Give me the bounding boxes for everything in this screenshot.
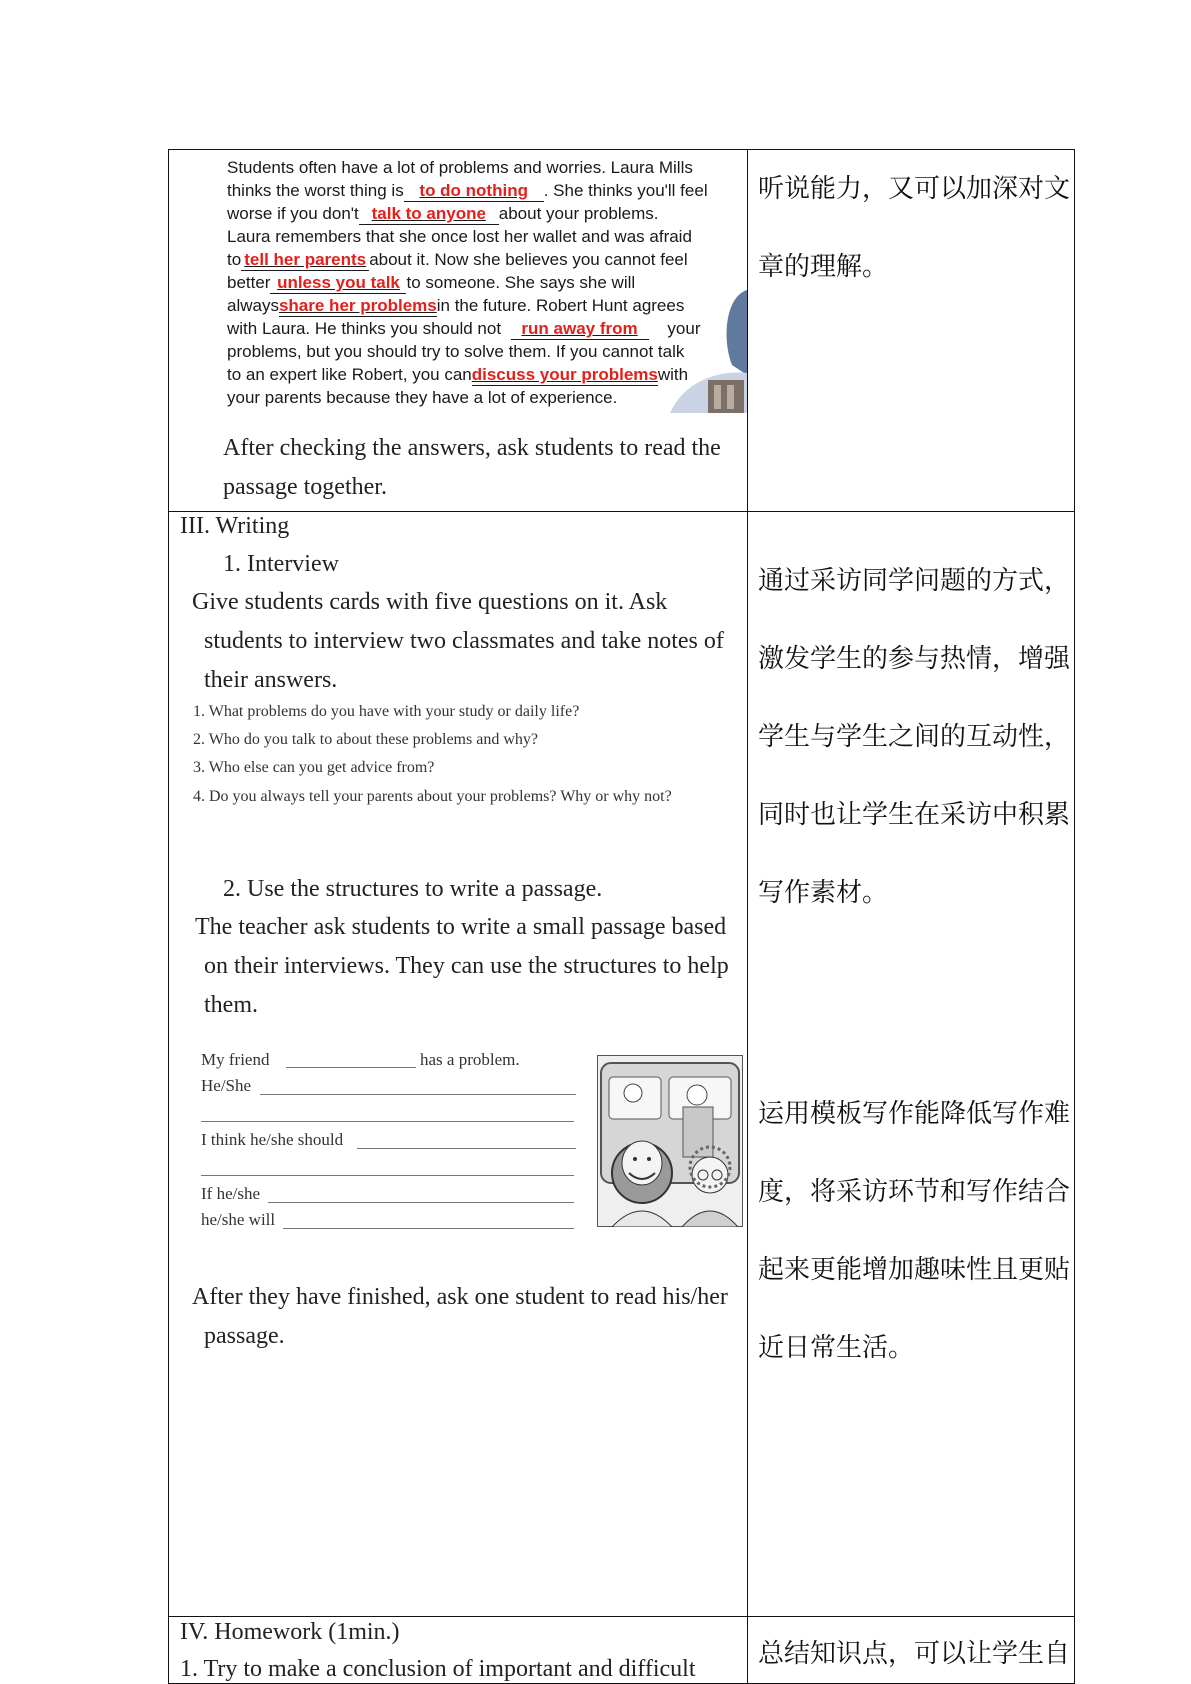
cloze-text: to an expert like Robert, you can bbox=[227, 365, 472, 384]
note-template-line: 运用模板写作能降低写作难 bbox=[758, 1099, 1071, 1129]
row-divider-2 bbox=[168, 1616, 1075, 1617]
cloze-line-2 bbox=[227, 181, 708, 202]
cloze-line-1: Students often have a lot of problems and worries. Laura Mills bbox=[227, 158, 693, 177]
cloze-line-11: your parents because they have a lot of experience. bbox=[227, 388, 618, 407]
cloze-line-10 bbox=[227, 365, 688, 386]
template-label: he/she will bbox=[201, 1210, 276, 1229]
note-interview-line: 同时也让学生在采访中积累 bbox=[758, 800, 1071, 830]
answer-2: talk to anyone bbox=[371, 204, 486, 223]
structures-text-l2: on their interviews. They can use the structures to help bbox=[204, 953, 729, 979]
note-interview-line: 学生与学生之间的互动性， bbox=[758, 722, 1071, 752]
table-border-right bbox=[1074, 149, 1075, 1684]
step-structures: 2. Use the structures to write a passage. bbox=[223, 876, 603, 902]
cloze-line-4: Laura remembers that she once lost her wallet and was afraid bbox=[227, 227, 692, 246]
interview-text-l3: their answers. bbox=[204, 667, 338, 693]
after-check-text-l1: After checking the answers, ask students to read the bbox=[223, 435, 721, 461]
note-template-line: 近日常生活。 bbox=[758, 1333, 915, 1363]
note-homework: 总结知识点，可以让学生自 bbox=[758, 1639, 1071, 1669]
answer-blank bbox=[404, 181, 544, 202]
template-blank bbox=[201, 1121, 574, 1122]
answer-1: to do nothing bbox=[419, 181, 528, 200]
question-item: 4. Do you always tell your parents about your problems? Why or why not? bbox=[193, 788, 672, 805]
template-label: has a problem. bbox=[420, 1050, 520, 1069]
answer-blank bbox=[241, 250, 369, 271]
template-blank bbox=[357, 1148, 576, 1149]
students-illustration bbox=[597, 1055, 743, 1227]
section-heading-writing: III. Writing bbox=[180, 513, 290, 539]
structures-text-l3: them. bbox=[204, 992, 258, 1018]
homework-item-1: 1. Try to make a conclusion of important and difficult bbox=[180, 1656, 696, 1682]
note-interview-line: 通过采访同学问题的方式， bbox=[758, 566, 1071, 596]
question-item: 1. What problems do you have with your study or daily life? bbox=[193, 703, 580, 720]
template-label: My friend bbox=[201, 1050, 270, 1069]
cloze-line-3 bbox=[227, 204, 658, 225]
note-interview-line: 激发学生的参与热情，增强 bbox=[758, 644, 1071, 674]
template-blank bbox=[283, 1228, 574, 1229]
note-row1-line-1: 听说能力，又可以加深对文 bbox=[758, 174, 1071, 204]
interview-text-l2: students to interview two classmates and take notes of bbox=[204, 628, 724, 654]
interview-text-l1: Give students cards with five questions on it. Ask bbox=[192, 589, 668, 615]
cloze-text: to someone. She says she will bbox=[406, 273, 636, 292]
cloze-text: about your problems. bbox=[498, 204, 659, 223]
structures-text-l1: The teacher ask students to write a small passage based bbox=[195, 914, 727, 940]
answer-blank bbox=[270, 273, 406, 294]
table-border-left bbox=[168, 149, 169, 1684]
template-label: I think he/she should bbox=[201, 1130, 344, 1149]
cloze-text: . She thinks you'll feel bbox=[543, 181, 708, 200]
note-row1-line-2: 章的理解。 bbox=[758, 252, 889, 282]
cloze-text: with Laura. He thinks you should not bbox=[227, 319, 502, 338]
table-border-top bbox=[168, 149, 1075, 150]
after-finish-text-l1: After they have finished, ask one student to read his/her bbox=[192, 1284, 728, 1310]
cloze-text: better bbox=[227, 273, 271, 292]
cloze-line-6 bbox=[227, 273, 635, 294]
cloze-text: in the future. Robert Hunt agrees bbox=[436, 296, 685, 315]
answer-3: tell her parents bbox=[244, 250, 367, 269]
cloze-text: always bbox=[227, 296, 279, 315]
template-label: He/She bbox=[201, 1076, 252, 1095]
template-blank bbox=[201, 1175, 574, 1176]
template-blank bbox=[260, 1094, 576, 1095]
note-template-line: 度，将采访环节和写作结合 bbox=[758, 1177, 1071, 1207]
cloze-text: with bbox=[657, 365, 689, 384]
cloze-text: thinks the worst thing is bbox=[227, 181, 404, 200]
answer-blank bbox=[511, 319, 649, 340]
cloze-line-7 bbox=[227, 296, 684, 317]
cloze-text: about it. Now she believes you cannot feel bbox=[369, 250, 688, 269]
answer-7: discuss your problems bbox=[471, 365, 658, 384]
row-divider-1 bbox=[168, 511, 1075, 512]
answer-blank bbox=[359, 204, 499, 225]
cloze-text: your bbox=[667, 319, 701, 338]
after-check-text-l2: passage together. bbox=[223, 474, 387, 500]
question-item: 3. Who else can you get advice from? bbox=[193, 759, 435, 776]
table-column-divider bbox=[747, 149, 748, 1684]
cloze-text: to bbox=[227, 250, 242, 269]
cloze-text: worse if you don't bbox=[227, 204, 359, 223]
cloze-line-8 bbox=[227, 319, 701, 340]
template-label: If he/she bbox=[201, 1184, 261, 1203]
step-interview: 1. Interview bbox=[223, 551, 339, 577]
note-interview-line: 写作素材。 bbox=[758, 878, 889, 908]
answer-blank bbox=[472, 365, 658, 386]
template-blank bbox=[268, 1202, 574, 1203]
answer-4: unless you talk bbox=[277, 273, 400, 292]
answer-5: share her problems bbox=[278, 296, 437, 315]
cloze-line-9: problems, but you should try to solve them. If you cannot talk bbox=[227, 342, 685, 361]
answer-blank bbox=[279, 296, 437, 317]
section-heading-homework: IV. Homework (1min.) bbox=[180, 1619, 400, 1645]
note-template-line: 起来更能增加趣味性且更贴 bbox=[758, 1255, 1071, 1285]
question-item: 2. Who do you talk to about these problems and why? bbox=[193, 731, 538, 748]
template-blank bbox=[286, 1067, 416, 1068]
after-finish-text-l2: passage. bbox=[204, 1323, 285, 1349]
cloze-line-5 bbox=[227, 250, 688, 271]
answer-6: run away from bbox=[521, 319, 638, 338]
